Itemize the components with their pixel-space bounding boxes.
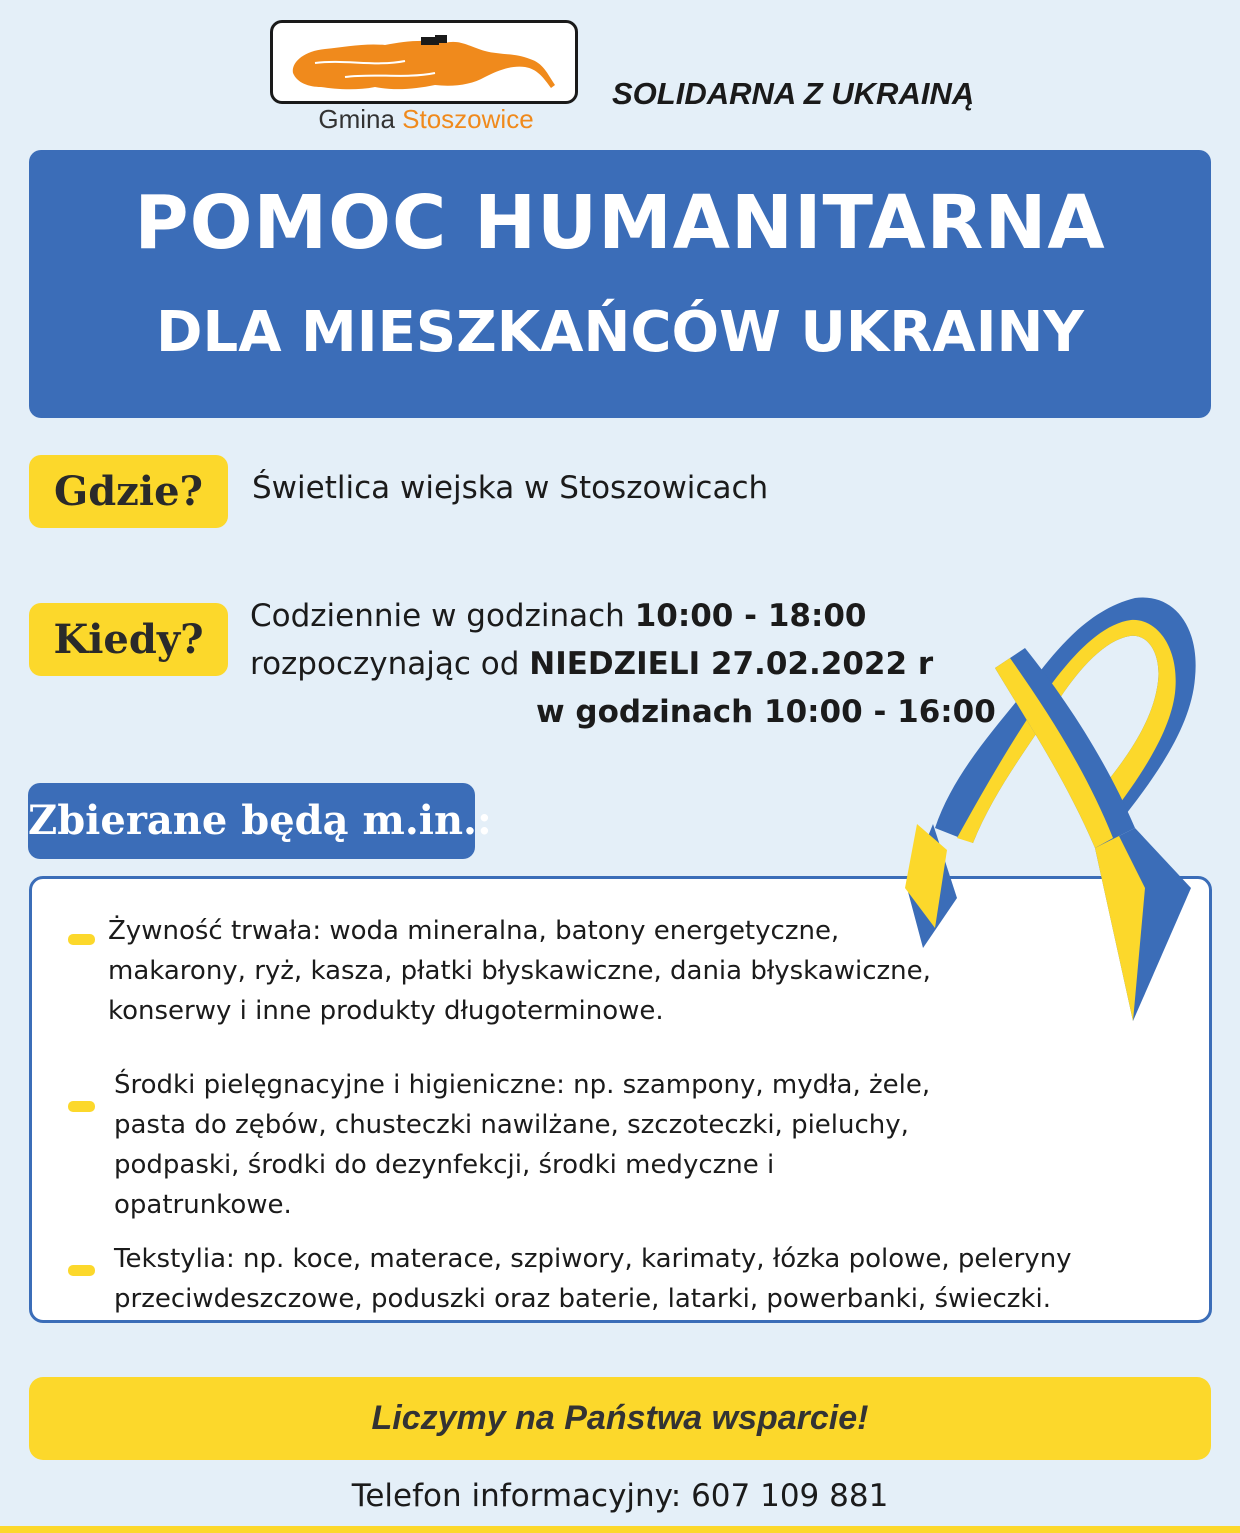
banner-subtitle: DLA MIESZKAŃCÓW UKRAINY — [156, 300, 1084, 365]
banner-title: POMOC HUMANITARNA — [134, 180, 1106, 266]
item-line: Środki pielęgnacyjne i higieniczne: np. szampony, mydła, żele, — [114, 1070, 931, 1100]
when-line-1 — [250, 598, 867, 634]
when-line2-prefix: rozpoczynając od — [250, 646, 520, 682]
collect-label: Zbierane będą m.in.: — [28, 783, 475, 859]
item-line: opatrunkowe. — [114, 1190, 292, 1220]
item-line: przeciwdeszczowe, poduszki oraz baterie, latarki, powerbanki, świeczki. — [114, 1284, 1051, 1314]
phone-info — [0, 1478, 1240, 1514]
ribbon-icon — [895, 588, 1205, 1028]
logo-frame — [270, 20, 578, 104]
phone-label: Telefon informacyjny: — [351, 1478, 682, 1514]
item-line: Tekstylia: np. koce, materace, szpiwory, karimaty, łózka polowe, peleryny — [114, 1244, 1072, 1274]
where-label: Gdzie? — [29, 455, 228, 528]
when-label: Kiedy? — [29, 603, 228, 676]
item-line: makarony, ryż, kasza, płatki błyskawiczne, dania błyskawiczne, — [108, 956, 931, 986]
item-line: konserwy i inne produkty długoterminowe. — [108, 996, 664, 1026]
when-line1-prefix: Codziennie w godzinach — [250, 598, 625, 634]
bottom-strip — [0, 1526, 1240, 1533]
item-line: pasta do zębów, chusteczki nawilżane, szczoteczki, pieluchy, — [114, 1110, 909, 1140]
list-item — [114, 1239, 1072, 1319]
logo-name-accent: Stoszowice — [402, 104, 534, 134]
phone-number: 607 109 881 — [691, 1478, 889, 1514]
when-line2-date: NIEDZIELI 27.02.2022 r — [529, 646, 934, 682]
logo-name-prefix: Gmina — [318, 104, 395, 134]
map-shape-icon — [285, 33, 565, 93]
item-line: Żywność trwała: woda mineralna, batony energetyczne, — [108, 916, 840, 946]
municipality-logo — [270, 20, 576, 132]
header-banner — [29, 150, 1211, 418]
item-line: podpaski, środki do dezynfekcji, środki medyczne i — [114, 1150, 775, 1180]
where-text: Świetlica wiejska w Stoszowicach — [252, 470, 769, 506]
when-line1-hours: 10:00 - 18:00 — [634, 598, 867, 634]
when-line-2 — [250, 646, 933, 682]
bullet-icon — [68, 1265, 95, 1276]
slogan-banner: Liczymy na Państwa wsparcie! — [29, 1377, 1211, 1460]
logo-text — [276, 104, 576, 135]
solidarity-heading: SOLIDARNA Z UKRAINĄ — [612, 76, 975, 111]
bullet-icon — [68, 934, 95, 945]
bullet-icon — [68, 1101, 95, 1112]
list-item — [108, 911, 931, 1031]
list-item — [114, 1065, 930, 1225]
when-line-3: w godzinach 10:00 - 16:00 — [536, 694, 996, 730]
